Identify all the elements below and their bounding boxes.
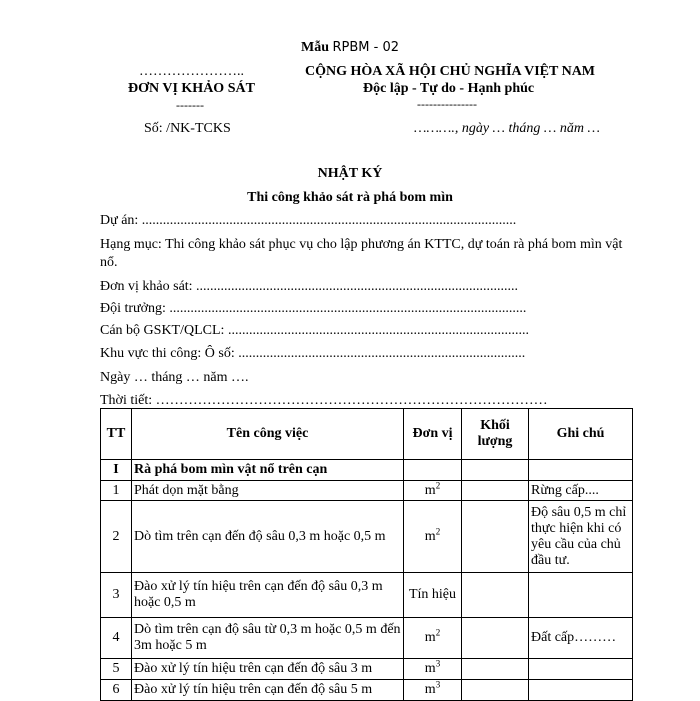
work-table <box>100 408 633 701</box>
row-task: Đào xử lý tín hiệu trên cạn đến độ sâu 3 m <box>132 659 404 680</box>
row-tt: 5 <box>101 659 132 680</box>
row-note: Rừng cấp.... <box>529 481 633 501</box>
motto: Độc lập - Tự do - Hạnh phúc <box>363 81 535 96</box>
row-unit: $m^2$ <box>404 481 462 501</box>
table-row <box>101 501 633 573</box>
unit-exponent: 2 <box>435 479 441 490</box>
field-thoi-tiet: Thời tiết: ………………………………………………………………………… <box>100 393 548 408</box>
table-row <box>101 573 633 618</box>
field-du-an: Dự án: ........................................................................................................... <box>100 213 517 228</box>
field-can-bo: Cán bộ GSKT/QLCL: ...................................................................................... <box>100 323 529 338</box>
row-note: Độ sâu 0,5 m chỉ thực hiện khi có yêu cầu của chủ đầu tư. <box>529 501 633 573</box>
motto-divider: --------------- <box>417 97 477 111</box>
form-code-value: RPBM - 02 <box>332 40 399 55</box>
row-note <box>529 659 633 680</box>
header-task: Tên công việc <box>132 409 404 460</box>
group-qty <box>462 460 529 481</box>
row-unit: Tín hiệu <box>404 573 462 618</box>
header-note: Ghi chú <box>529 409 633 460</box>
group-task: Rà phá bom mìn vật nổ trên cạn <box>132 460 404 481</box>
table-group-row <box>101 460 633 481</box>
header-unit: Đơn vị <box>404 409 462 460</box>
unit-exponent: 2 <box>435 525 441 536</box>
row-qty <box>462 659 529 680</box>
table-row <box>101 680 633 701</box>
row-task: Phát dọn mặt bằng <box>132 481 404 501</box>
form-code-prefix: Mẫu <box>300 40 329 55</box>
date-line: ………., ngày … tháng … năm … <box>414 121 600 136</box>
row-note: Đất cấp……… <box>529 618 633 659</box>
document-number: Số: /NK-TCKS <box>144 121 231 136</box>
field-don-vi: Đơn vị khảo sát: ............................................................................................ <box>100 279 519 294</box>
row-task: Đào xử lý tín hiệu trên cạn đến độ sâu 0,3 m hoặc 0,5 m <box>132 573 404 618</box>
nation-title: CỘNG HÒA XÃ HỘI CHỦ NGHĨA VIỆT NAM <box>305 64 596 79</box>
row-task: Đào xử lý tín hiệu trên cạn đến độ sâu 5 m <box>132 680 404 701</box>
unit-exponent: 2 <box>435 627 441 638</box>
row-qty <box>462 573 529 618</box>
table-header-row <box>101 409 633 460</box>
group-tt: I <box>101 460 132 481</box>
table-body <box>101 460 633 701</box>
header-tt: TT <box>101 409 132 460</box>
row-qty <box>462 680 529 701</box>
row-task: Dò tìm trên cạn đến độ sâu 0,3 m hoặc 0,5 m <box>132 501 404 573</box>
table-row <box>101 659 633 680</box>
row-unit: $m^3$ <box>404 680 462 701</box>
org-name-placeholder: ………………….. <box>139 64 244 79</box>
row-tt: 3 <box>101 573 132 618</box>
field-hang-muc: Hạng mục: Thi công khảo sát phục vụ cho lập phương án KTTC, dự toán rà phá bom mìn vật nổ. <box>100 237 623 270</box>
row-tt: 2 <box>101 501 132 573</box>
row-tt: 4 <box>101 618 132 659</box>
unit-exponent: 3 <box>435 658 441 669</box>
header-qty: Khối lượng <box>462 409 529 460</box>
form-code <box>0 40 700 56</box>
org-name: ĐƠN VỊ KHẢO SÁT <box>128 81 255 96</box>
row-tt: 1 <box>101 481 132 501</box>
field-doi-truong: Đội trưởng: ...................................................................................................... <box>100 301 527 316</box>
row-qty <box>462 481 529 501</box>
document-title: NHẬT KÝ <box>317 166 383 181</box>
group-unit <box>404 460 462 481</box>
unit-exponent: 3 <box>435 679 441 690</box>
row-unit: $m^2$ <box>404 501 462 573</box>
group-note <box>529 460 633 481</box>
field-ngay: Ngày … tháng … năm …. <box>100 370 249 385</box>
row-qty <box>462 618 529 659</box>
row-task: Dò tìm trên cạn độ sâu từ 0,3 m hoặc 0,5 m đến 3m hoặc 5 m <box>132 618 404 659</box>
table-row <box>101 481 633 501</box>
row-unit: $m^3$ <box>404 659 462 680</box>
row-unit: $m^2$ <box>404 618 462 659</box>
row-tt: 6 <box>101 680 132 701</box>
table-row <box>101 618 633 659</box>
document-subtitle: Thi công khảo sát rà phá bom mìn <box>247 190 453 205</box>
org-divider: ------- <box>176 98 204 112</box>
field-khu-vuc: Khu vực thi công: Ô số: .................................................................................. <box>100 346 526 361</box>
row-note <box>529 573 633 618</box>
row-note <box>529 680 633 701</box>
row-qty <box>462 501 529 573</box>
